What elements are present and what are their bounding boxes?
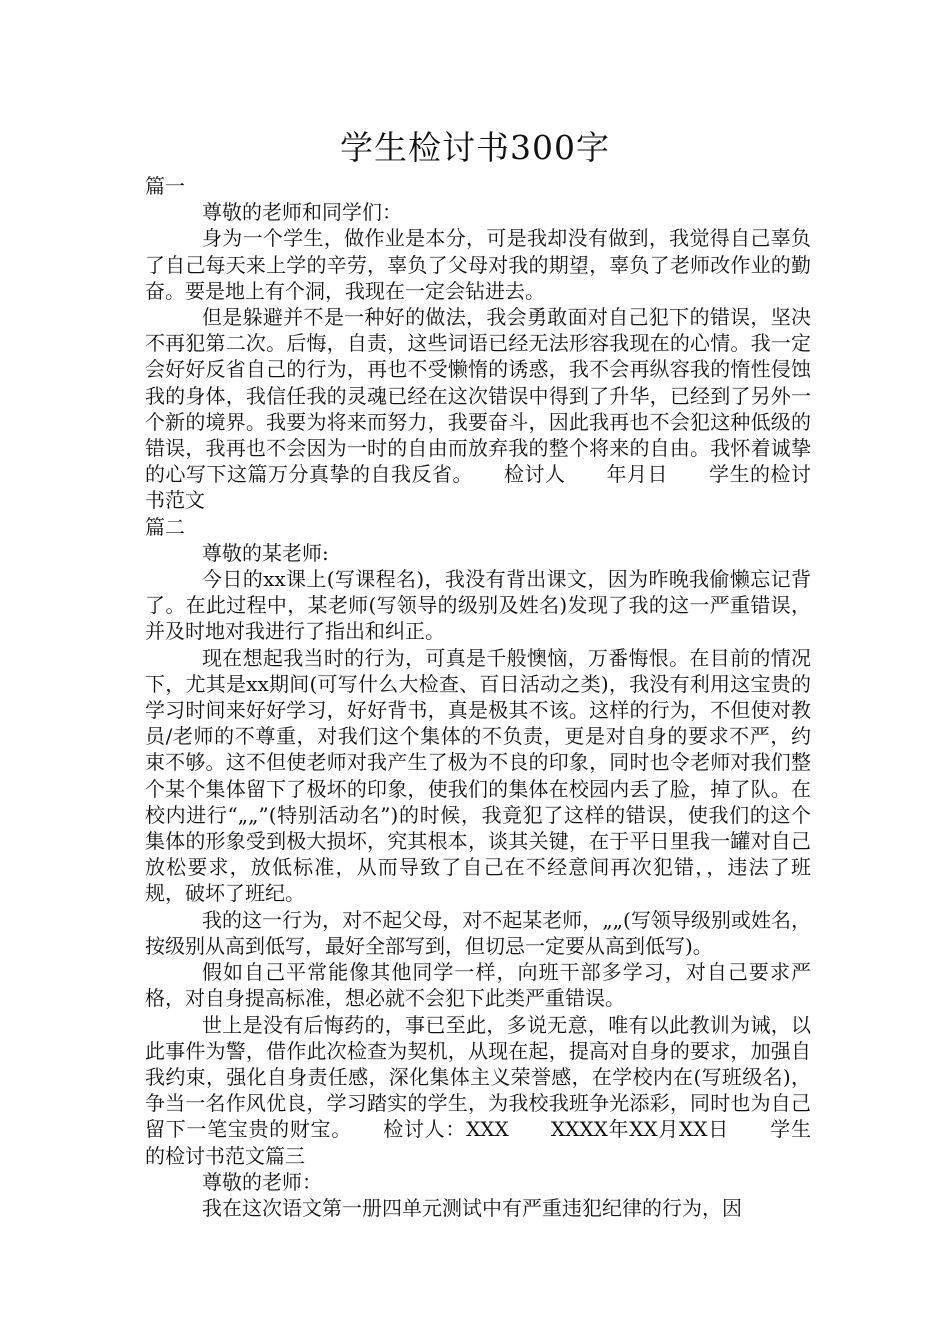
section-heading: 篇二 — [145, 514, 185, 539]
body-paragraph: 尊敬的某老师: — [202, 540, 329, 565]
section-heading: 篇一 — [145, 174, 185, 198]
body-paragraph: 但是躲避并不是一种好的做法，我会勇敢面对自己犯下的错误，坚决不再犯第二次。后悔，自责，这些词语已经无法形容我现在的心情。我一定会好好反省自己的行为，再也不受懒惰的诱惑，我不会再纵容我的惰性侵蚀我的身体，我信任我的灵魂已经在这次错误中得到了升华，已经到了另外一个新的境界。我要为将来而努力，我要奋斗，因此我再也不会犯这种低级的错误，我再也不会因为一时的自由而放弃我的整个将来的自由。我怀着诚挚的心写下这篇万分真挚的自我反省。 检讨人 年月日 学生的检讨书范文 — [145, 305, 811, 513]
body-paragraph: 身为一个学生，做作业是本分，可是我却没有做到，我觉得自己辜负了自己每天来上学的辛劳，辜负了父母对我的期望，辜负了老师改作业的勤奋。要是地上有个洞，我现在一定会钻进去。 — [145, 226, 811, 303]
body-paragraph: 我的这一行为，对不起父母，对不起某老师，„„(写领导级别或姓名，按级别从高到低写，最好全部写到，但切忌一定要从高到低写)。 — [145, 907, 811, 958]
body-paragraph: 尊敬的老师和同学们： — [202, 200, 402, 225]
body-paragraph: 今日的xx课上(写课程名)，我没有背出课文，因为昨晚我偷懒忘记背了。在此过程中，某老师(写领导的级别及姓名)发现了我的这一严重错误，并及时地对我进行了指出和纠正。 — [145, 567, 811, 644]
body-paragraph: 假如自己平常能像其他同学一样，向班干部多学习，对自己要求严格，对自身提高标准，想必就不会犯下此类严重错误。 — [145, 960, 811, 1011]
document-body — [145, 173, 811, 1221]
body-paragraph: 尊敬的老师： — [202, 1169, 322, 1194]
document-title: 学生检讨书300字 — [340, 128, 610, 167]
body-paragraph: 世上是没有后悔药的，事已至此，多说无意，唯有以此教训为诫，以此事件为警，借作此次检查为契机，从现在起，提高对自身的要求，加强自我约束，强化自身责任感，深化集体主义荣誉感，在学校内在(写班级名)，争当一名作风优良，学习踏实的学生，为我校我班争光添彩，同时也为自己留下一笔宝贵的财宝。 检讨人：XXX XXXX年XX月XX日 学生的检讨书范文篇三 — [145, 1012, 811, 1168]
body-paragraph: 我在这次语文第一册四单元测试中有严重违犯纪律的行为，因 — [202, 1195, 742, 1220]
body-paragraph: 现在想起我当时的行为，可真是千般懊恼，万番悔恨。在目前的情况下，尤其是xx期间(可写什么大检查、百日活动之类)，我没有利用这宝贵的学习时间来好好学习，好好背书，真是极其不该。这样的行为，不但使对教员/老师的不尊重，对我们这个集体的不负责，更是对自身的要求不严，约束不够。这不但使老师对我产生了极为不良的印象，同时也令老师对我们整个某个集体留下了极坏的印象，使我们的集体在校园内丢了脸，掉了队。在校内进行“„„”(特别活动名”)的时候，我竟犯了这样的错误，使我们的这个集体的形象受到极大损坏，究其根本，谈其关键，在于平日里我一罐对自己放松要求，放低标准，从而导致了自己在不经意间再次犯错，，违法了班规，破坏了班纪。 — [145, 645, 811, 906]
